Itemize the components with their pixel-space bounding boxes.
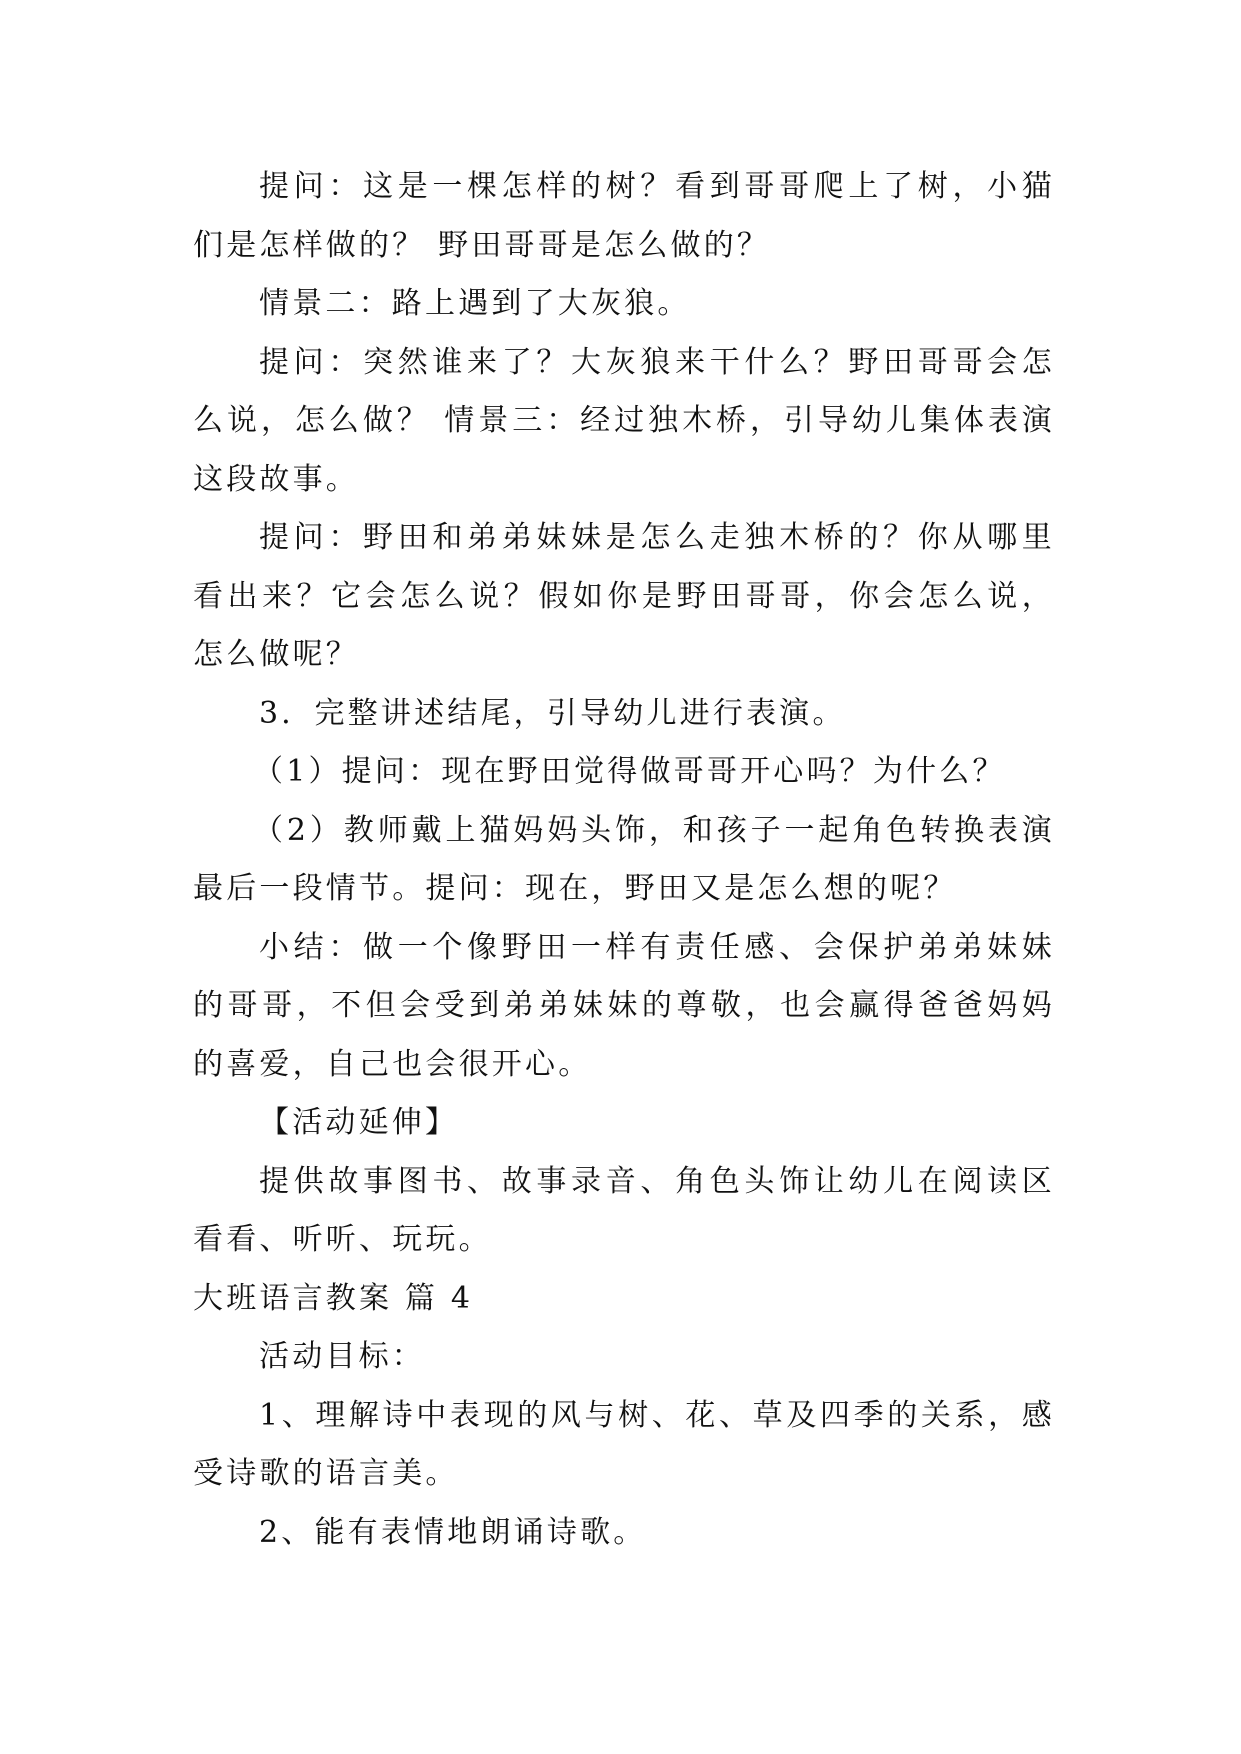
paragraph-sub-two: （2）教师戴上猫妈妈头饰，和孩子一起角色转换表演最后一段情节。提问：现在，野田又是怎么想的呢？ — [193, 812, 1055, 906]
section-title: 大班语言教案 篇 4 — [193, 1280, 474, 1316]
paragraph-goal-one: 1、理解诗中表现的风与树、花、草及四季的关系，感受诗歌的语言美。 — [193, 1397, 1055, 1491]
paragraph-step-three: 3．完整讲述结尾，引导幼儿进行表演。 — [259, 695, 846, 731]
paragraph-summary: 小结：做一个像野田一样有责任感、会保护弟弟妹妹的哥哥，不但会受到弟弟妹妹的尊敬，也会赢得爸爸妈妈的喜爱，自己也会很开心。 — [193, 929, 1055, 1082]
paragraph-question-wolf: 提问：突然谁来了？大灰狼来干什么？野田哥哥会怎么说，怎么做？ 情景三：经过独木桥，引导幼儿集体表演这段故事。 — [193, 344, 1055, 497]
paragraph-goal-two: 2、能有表情地朗诵诗歌。 — [259, 1514, 647, 1550]
paragraph-sub-one: （1）提问：现在野田觉得做哥哥开心吗？为什么？ — [253, 754, 1006, 789]
paragraph-goals-heading: 活动目标： — [259, 1339, 425, 1374]
paragraph-extension-body: 提供故事图书、故事录音、角色头饰让幼儿在阅读区看看、听听、玩玩。 — [193, 1163, 1055, 1257]
document-body — [193, 158, 1055, 1562]
paragraph-question-bridge: 提问：野田和弟弟妹妹是怎么走独木桥的？你从哪里看出来？它会怎么说？假如你是野田哥哥，你会怎么说，怎么做呢？ — [193, 520, 1055, 672]
paragraph-question-tree: 提问：这是一棵怎样的树？看到哥哥爬上了树，小猫们是怎样做的？ 野田哥哥是怎么做的？ — [193, 169, 1055, 263]
paragraph-scene-two: 情景二：路上遇到了大灰狼。 — [259, 286, 691, 321]
paragraph-extension-heading: 【活动延伸】 — [259, 1105, 459, 1140]
